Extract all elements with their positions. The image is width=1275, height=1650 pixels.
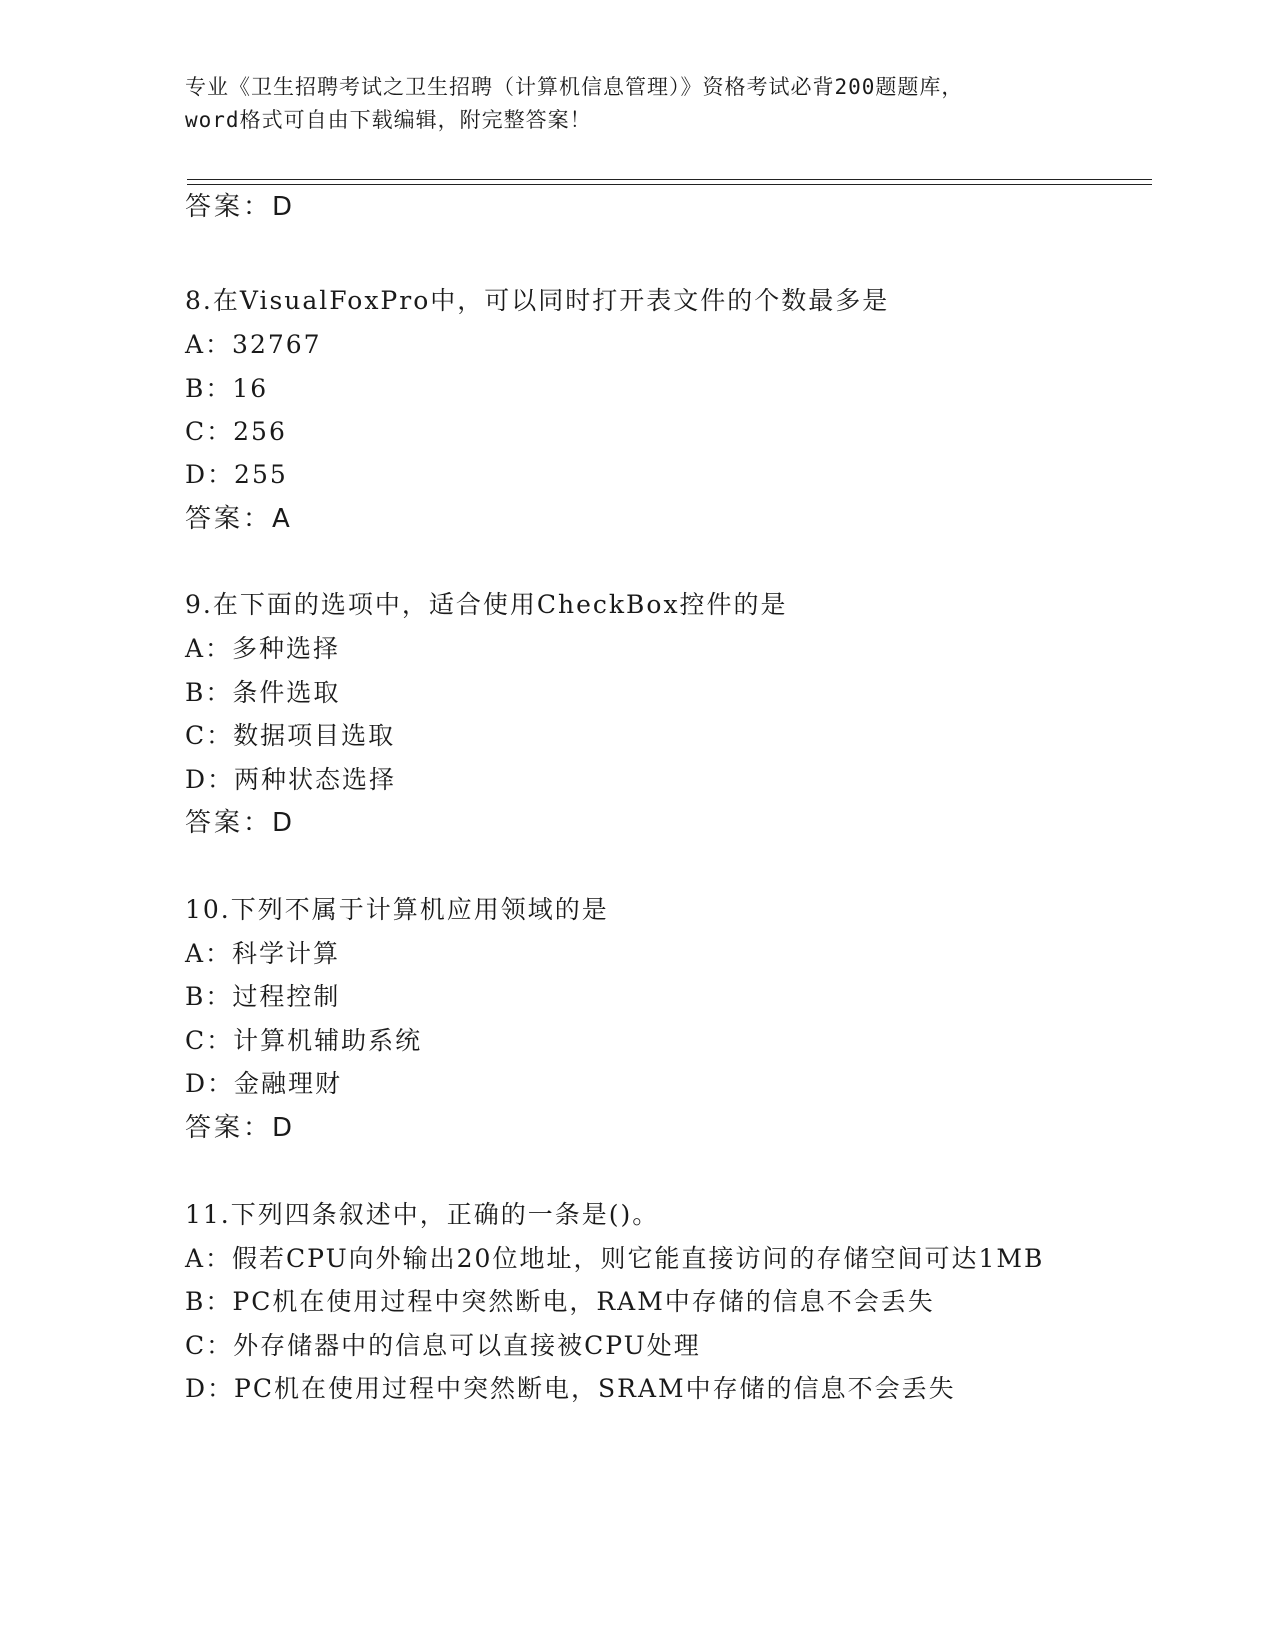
question-8-stem: 8.在VisualFoxPro中，可以同时打开表文件的个数最多是 — [185, 286, 890, 315]
header-line-1: 专业《卫生招聘考试之卫生招聘（计算机信息管理）》资格考试必背200题题库， — [185, 75, 964, 99]
question-11-option-b: B：PC机在使用过程中突然断电，RAM中存储的信息不会丢失 — [185, 1287, 935, 1316]
question-11-stem: 11.下列四条叙述中，正确的一条是()。 — [185, 1200, 660, 1229]
question-8-answer: 答案：A — [185, 504, 293, 534]
question-9-option-c: C：数据项目选取 — [185, 721, 396, 750]
question-10-stem: 10.下列不属于计算机应用领域的是 — [185, 895, 609, 924]
question-8-option-c: C：256 — [185, 417, 287, 446]
question-10-option-b: B：过程控制 — [185, 982, 341, 1011]
question-9-option-d: D：两种状态选择 — [185, 765, 397, 794]
question-9-option-b: B：条件选取 — [185, 678, 341, 707]
question-9-answer: 答案：D — [185, 808, 296, 838]
question-8-option-b: B：16 — [185, 374, 269, 403]
header-line-2: word格式可自由下载编辑，附完整答案！ — [185, 108, 592, 132]
previous-answer: 答案：D — [185, 192, 296, 222]
question-10-option-c: C：计算机辅助系统 — [185, 1026, 423, 1055]
question-9-option-a: A：多种选择 — [185, 634, 341, 663]
question-11-option-c: C：外存储器中的信息可以直接被CPU处理 — [185, 1331, 701, 1360]
question-8-option-d: D：255 — [185, 460, 288, 489]
question-11-option-d: D：PC机在使用过程中突然断电，SRAM中存储的信息不会丢失 — [185, 1374, 956, 1403]
question-10-answer: 答案：D — [185, 1113, 296, 1143]
header-divider-bottom — [187, 184, 1152, 185]
header-divider-top — [187, 179, 1152, 180]
question-11-option-a: A：假若CPU向外输出20位地址，则它能直接访问的存储空间可达1MB — [185, 1244, 1045, 1273]
question-9-stem: 9.在下面的选项中，适合使用CheckBox控件的是 — [185, 590, 788, 619]
document-header — [185, 71, 1085, 137]
question-10-option-d: D：金融理财 — [185, 1069, 343, 1098]
question-10-option-a: A：科学计算 — [185, 939, 341, 968]
question-8-option-a: A：32767 — [185, 330, 322, 359]
